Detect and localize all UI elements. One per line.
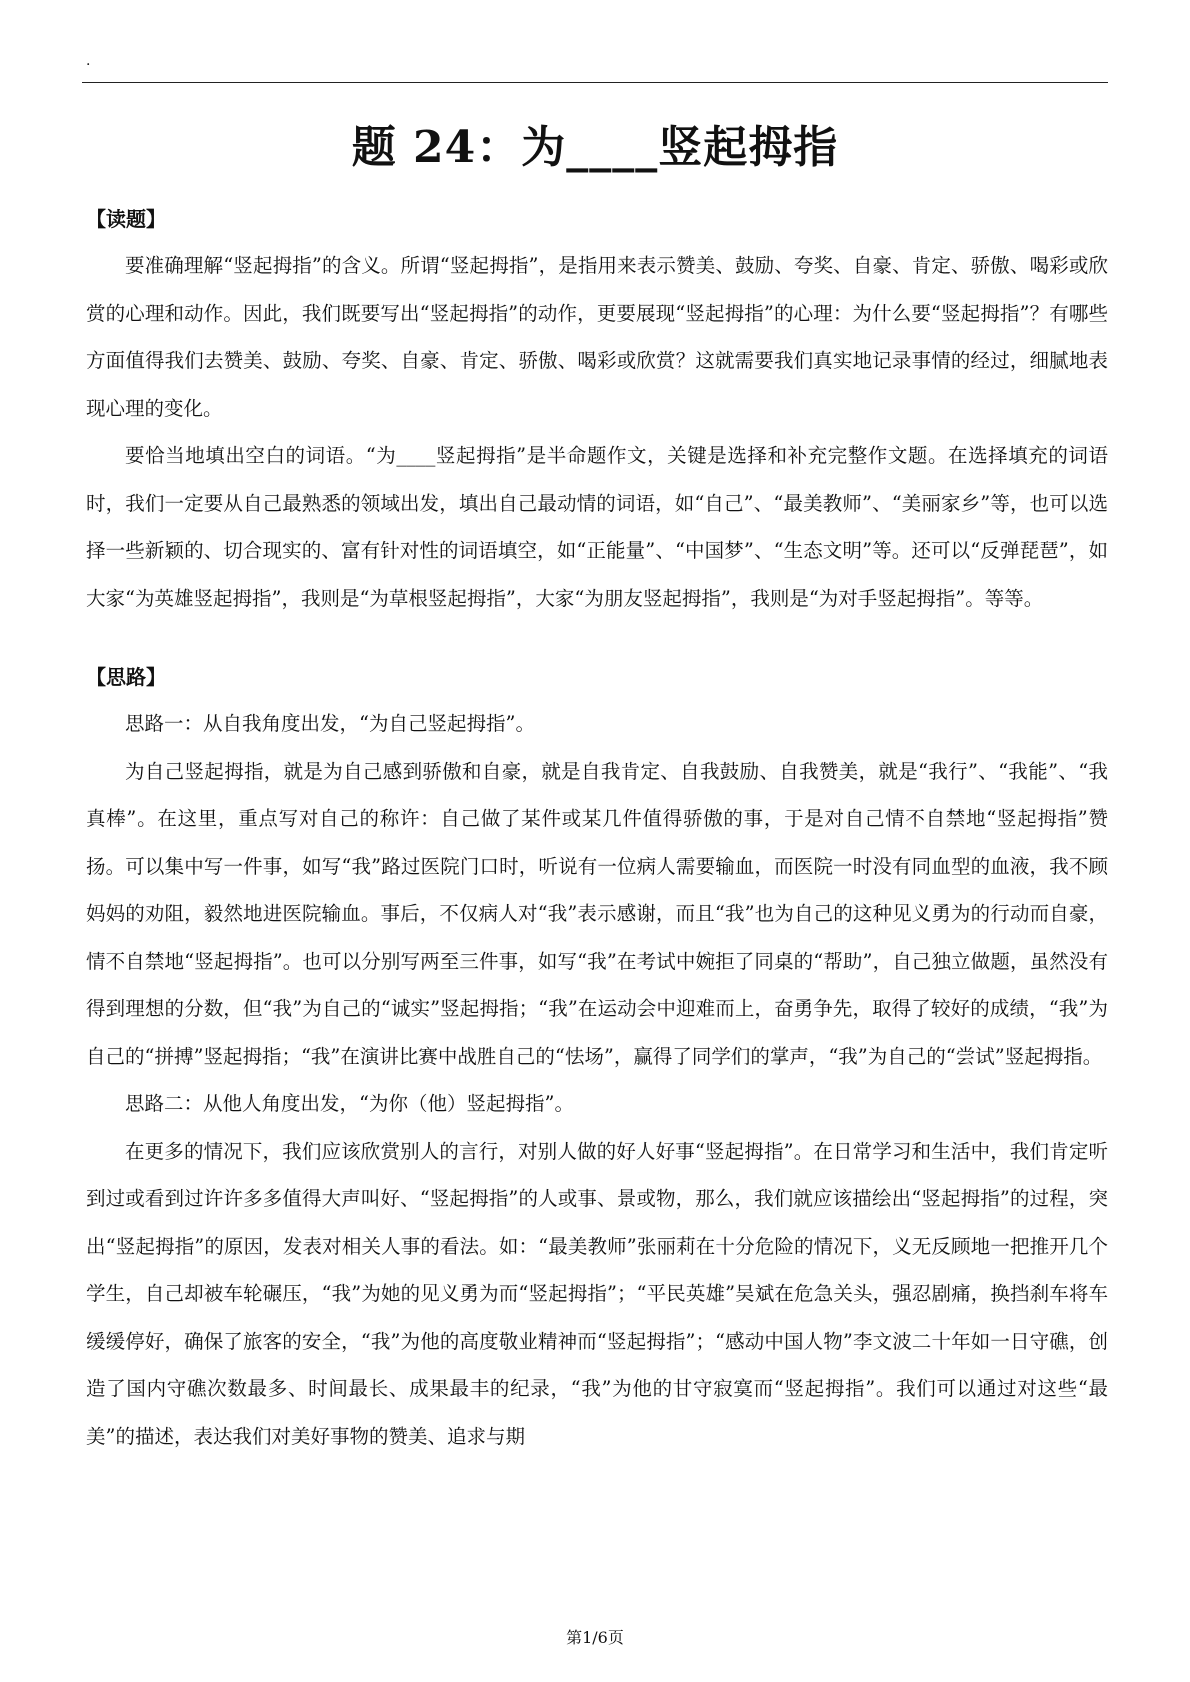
paragraph: 在更多的情况下，我们应该欣赏别人的言行，对别人做的好人好事“竖起拇指”。在日常学习和生活中，我们肯定听到过或看到过许许多多值得大声叫好、“竖起拇指”的人或事、景或物，那么，我们就应该描绘出“竖起拇指”的过程，突出“竖起拇指”的原因，发表对相关人事的看法。如：“最美教师”张丽莉在十分危险的情况下，义无反顾地一把推开几个学生，自己却被车轮碾压，“我”为她的见义勇为而“竖起拇指”；“平民英雄”吴斌在危急关头，强忍剧痛，换挡刹车将车缓缓停好，确保了旅客的安全，“我”为他的高度敬业精神而“竖起拇指”；“感动中国人物”李文波二十年如一日守礁，创造了国内守礁次数最多、时间最长、成果最丰的纪录，“我”为他的甘守寂寞而“竖起拇指”。我们可以通过对这些“最美”的描述，表达我们对美好事物的赞美、追求与期 bbox=[86, 1139, 1108, 1448]
section-heading: 【读题】 bbox=[86, 207, 166, 231]
section-approach bbox=[86, 660, 1108, 1460]
section-heading: 【思路】 bbox=[86, 665, 166, 689]
paragraph: 思路一：从自我角度出发，“为自己竖起拇指”。 bbox=[125, 712, 535, 735]
paragraph: 要准确理解“竖起拇指”的含义。所谓“竖起拇指”，是指用来表示赞美、鼓励、夸奖、自豪、肯定、骄傲、喝彩或欣赏的心理和动作。因此，我们既要写出“竖起拇指”的动作，更要展现“竖起拇指”的心理：为什么要“竖起拇指”？有哪些方面值得我们去赞美、鼓励、夸奖、自豪、肯定、骄傲、喝彩或欣赏？这就需要我们真实地记录事情的经过，细腻地表现心理的变化。 bbox=[86, 254, 1108, 420]
document-body bbox=[86, 202, 1108, 1460]
page-title: 题 24：为____竖起拇指 bbox=[351, 122, 839, 174]
paragraph: 思路二：从他人角度出发，“为你（他）竖起拇指”。 bbox=[125, 1092, 574, 1115]
paragraph: 为自己竖起拇指，就是为自己感到骄傲和自豪，就是自我肯定、自我鼓励、自我赞美，就是“我行”、“我能”、“我真棒”。在这里，重点写对自己的称许：自己做了某件或某几件值得骄傲的事，于是对自己情不自禁地“竖起拇指”赞扬。可以集中写一件事，如写“我”路过医院门口时，听说有一位病人需要输血，而医院一时没有同血型的血液，我不顾妈妈的劝阻，毅然地进医院输血。事后，不仅病人对“我”表示感谢，而且“我”也为自己的这种见义勇为的行动而自豪，情不自禁地“竖起拇指”。也可以分别写两至三件事，如写“我”在考试中婉拒了同桌的“帮助”，自己独立做题，虽然没有得到理想的分数，但“我”为自己的“诚实”竖起拇指；“我”在运动会中迎难而上，奋勇争先，取得了较好的成绩，“我”为自己的“拼搏”竖起拇指；“我”在演讲比赛中战胜自己的“怯场”，赢得了同学们的掌声，“我”为自己的“尝试”竖起拇指。 bbox=[86, 759, 1108, 1068]
paragraph: 要恰当地填出空白的词语。“为____竖起拇指”是半命题作文，关键是选择和补充完整作文题。在选择填充的词语时，我们一定要从自己最熟悉的领域出发，填出自己最动情的词语，如“自己”、“最美教师”、“美丽家乡”等，也可以选择一些新颖的、切合现实的、富有针对性的词语填空，如“正能量”、“中国梦”、“生态文明”等。还可以“反弹琵琶”，如大家“为英雄竖起拇指”，我则是“为草根竖起拇指”，大家“为朋友竖起拇指”，我则是“为对手竖起拇指”。等等。 bbox=[86, 444, 1108, 610]
header-mark: · bbox=[86, 57, 91, 73]
header-rule bbox=[82, 82, 1108, 83]
page-number: 第1/6页 bbox=[566, 1628, 624, 1647]
section-read-topic bbox=[86, 202, 1108, 622]
